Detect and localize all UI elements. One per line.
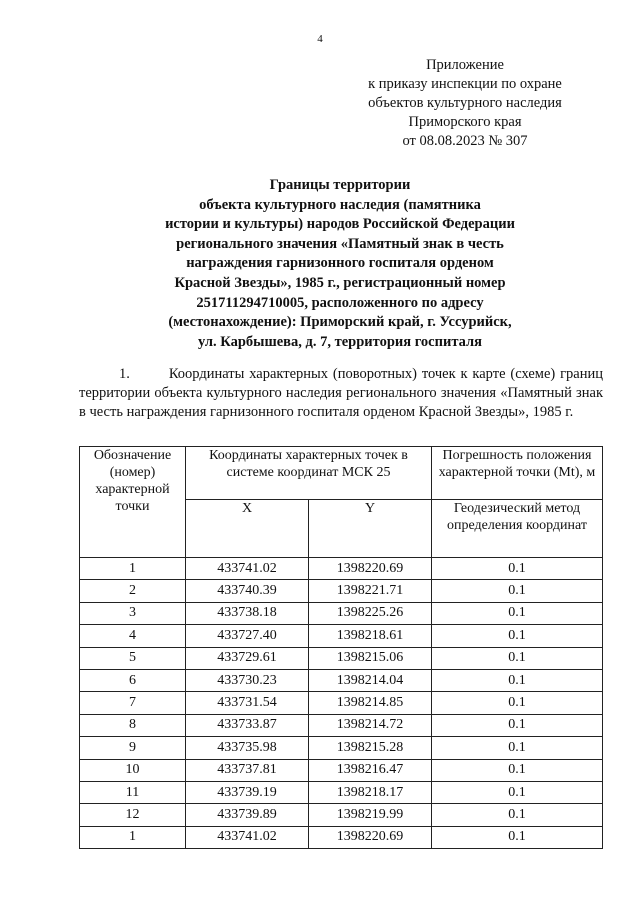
- cell-accuracy: 0.1: [432, 580, 603, 602]
- coordinates-table: [79, 446, 603, 849]
- table-row: [80, 781, 603, 803]
- title-line: истории и культуры) народов Российской Федерации: [165, 216, 515, 233]
- table-row: [80, 625, 603, 647]
- cell-y: 1398219.99: [309, 804, 432, 826]
- cell-x: 433729.61: [186, 647, 309, 669]
- table-row: [80, 669, 603, 691]
- cell-x: 433733.87: [186, 714, 309, 736]
- cell-point-number: 1: [80, 558, 186, 580]
- cell-accuracy: 0.1: [432, 558, 603, 580]
- cell-x: 433740.39: [186, 580, 309, 602]
- table-row: [80, 692, 603, 714]
- cell-y: 1398214.85: [309, 692, 432, 714]
- cell-x: 433739.89: [186, 804, 309, 826]
- cell-point-number: 6: [80, 669, 186, 691]
- table-row: [80, 826, 603, 848]
- cell-x: 433741.02: [186, 826, 309, 848]
- cell-point-number: 8: [80, 714, 186, 736]
- cell-accuracy: 0.1: [432, 625, 603, 647]
- appendix-block: [340, 56, 590, 151]
- cell-y: 1398221.71: [309, 580, 432, 602]
- cell-accuracy: 0.1: [432, 669, 603, 691]
- cell-x: 433739.19: [186, 781, 309, 803]
- table-row: [80, 714, 603, 736]
- title-line: регионального значения «Памятный знак в честь: [176, 235, 504, 252]
- table-row: [80, 647, 603, 669]
- table-row: [80, 580, 603, 602]
- appendix-line: Приморского края: [408, 114, 522, 130]
- cell-point-number: 2: [80, 580, 186, 602]
- appendix-line: объектов культурного наследия: [368, 95, 562, 111]
- header-accuracy: Погрешность положения характерной точки (Mt), м: [432, 447, 603, 500]
- cell-accuracy: 0.1: [432, 781, 603, 803]
- cell-point-number: 9: [80, 737, 186, 759]
- cell-x: 433735.98: [186, 737, 309, 759]
- cell-x: 433730.23: [186, 669, 309, 691]
- table-row: [80, 759, 603, 781]
- paragraph-number: 1.: [119, 366, 130, 382]
- cell-y: 1398216.47: [309, 759, 432, 781]
- cell-point-number: 4: [80, 625, 186, 647]
- title-line: Границы территории: [269, 177, 411, 193]
- cell-x: 433727.40: [186, 625, 309, 647]
- cell-accuracy: 0.1: [432, 759, 603, 781]
- header-method: Геодезический метод определения координат: [432, 500, 603, 558]
- appendix-date: от 08.08.2023 № 307: [402, 133, 528, 149]
- table-row: [80, 558, 603, 580]
- header-y: Y: [309, 500, 432, 558]
- paragraph-1: [79, 365, 603, 422]
- appendix-line: к приказу инспекции по охране: [368, 76, 562, 92]
- cell-accuracy: 0.1: [432, 826, 603, 848]
- cell-point-number: 5: [80, 647, 186, 669]
- cell-y: 1398215.28: [309, 737, 432, 759]
- cell-accuracy: 0.1: [432, 737, 603, 759]
- cell-y: 1398215.06: [309, 647, 432, 669]
- cell-x: 433741.02: [186, 558, 309, 580]
- cell-x: 433737.81: [186, 759, 309, 781]
- cell-accuracy: 0.1: [432, 804, 603, 826]
- header-coords: Координаты характерных точек в системе координат МСК 25: [186, 447, 432, 500]
- cell-y: 1398220.69: [309, 826, 432, 848]
- cell-point-number: 7: [80, 692, 186, 714]
- title-line: 251711294710005, расположенного по адресу: [196, 294, 484, 311]
- cell-accuracy: 0.1: [432, 692, 603, 714]
- cell-point-number: 11: [80, 781, 186, 803]
- cell-y: 1398225.26: [309, 602, 432, 624]
- header-point: Обозначение (номер) характерной точки: [80, 447, 186, 558]
- table-row: [80, 602, 603, 624]
- cell-y: 1398214.04: [309, 669, 432, 691]
- cell-x: 433738.18: [186, 602, 309, 624]
- appendix-line: Приложение: [426, 57, 504, 73]
- title-line: ул. Карбышева, д. 7, территория госпиталя: [198, 333, 482, 350]
- page-number: 4: [317, 33, 323, 45]
- cell-y: 1398218.17: [309, 781, 432, 803]
- cell-point-number: 1: [80, 826, 186, 848]
- title-line: награждения гарнизонного госпиталя орденом: [186, 255, 494, 272]
- title-line: объекта культурного наследия (памятника: [199, 196, 481, 213]
- cell-accuracy: 0.1: [432, 714, 603, 736]
- title-line: Красной Звезды», 1985 г., регистрационный номер: [174, 274, 506, 291]
- cell-accuracy: 0.1: [432, 647, 603, 669]
- cell-x: 433731.54: [186, 692, 309, 714]
- document-title: [100, 176, 580, 352]
- cell-point-number: 12: [80, 804, 186, 826]
- title-line: (местонахождение): Приморский край, г. Уссурийск,: [168, 314, 512, 331]
- cell-y: 1398220.69: [309, 558, 432, 580]
- table-row: [80, 737, 603, 759]
- cell-point-number: 3: [80, 602, 186, 624]
- cell-y: 1398214.72: [309, 714, 432, 736]
- cell-y: 1398218.61: [309, 625, 432, 647]
- paragraph-text: Координаты характерных (поворотных) точек к карте (схеме) границ территории объекта культурного наследия регионального значения «Памятный знак в честь награждения гарнизонного госпиталя орденом Красной Звезды», 1985 г.: [79, 366, 603, 420]
- cell-point-number: 10: [80, 759, 186, 781]
- table-row: [80, 804, 603, 826]
- cell-accuracy: 0.1: [432, 602, 603, 624]
- header-x: X: [186, 500, 309, 558]
